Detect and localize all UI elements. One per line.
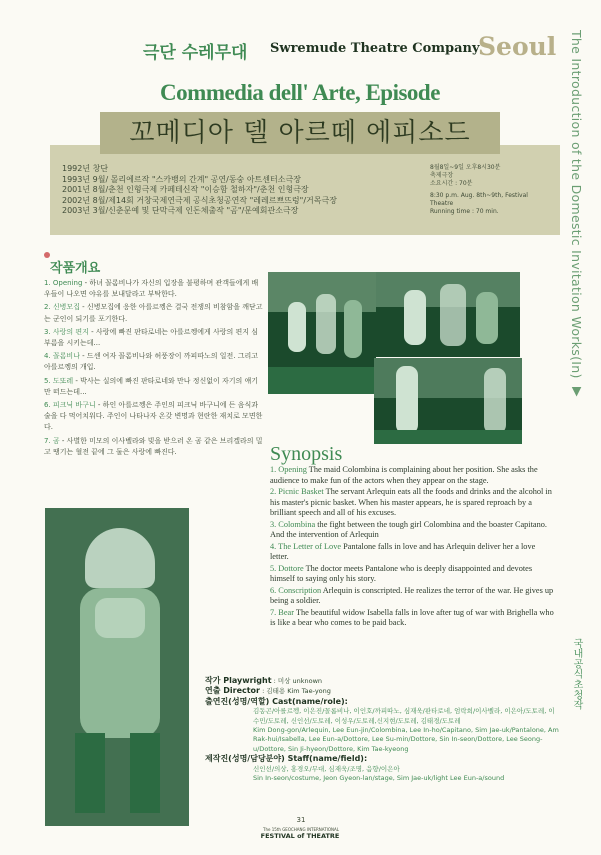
perf-line: 축제극장 xyxy=(430,172,454,179)
photo-masked-actor xyxy=(45,508,189,826)
list-item: 2. Picnic Basket The servant Arlequin eats all the foods and drinks and the alcohol in his master's picnic basket. When his master appears, he is spared reproach by a brilliant speech and all of his excuses. xyxy=(270,487,552,517)
list-item: 1. Opening The maid Colombina is complaining about her position. She asks the audience to make fun of the actors when they appear on the stage. xyxy=(270,465,538,485)
company-name-en: Swremude Theatre Company xyxy=(270,41,480,56)
festival-line-1: The 15th GEOCHANG INTERNATIONAL xyxy=(263,827,339,832)
city-name: Seoul xyxy=(478,32,557,61)
staff-ko: 신인선/의상, 홍경오/무대, 심재욱/조명, 음향/이은아 xyxy=(253,764,400,773)
ko-synopsis-list xyxy=(44,278,264,460)
list-item: 7. 곰 - 사별한 미모의 이사벨라와 빚을 받으러 온 곰 같은 브리겔라의 밀고 땡기는 혈전 끝에 그 둘은 사랑에 빠진다. xyxy=(44,436,263,456)
list-item: 3. 사랑의 편지 - 사랑에 빠진 판타로네는 아를르껭에게 사랑의 편지 심부름을 시키는데... xyxy=(44,327,259,348)
company-name-ko: 극단 수레무대 xyxy=(143,43,248,63)
list-item: 4. The Letter of Love Pantalone falls in love and has Arlequin deliver her a love letter. xyxy=(270,541,536,561)
credits xyxy=(205,676,560,783)
photo-group-scene xyxy=(376,272,520,357)
list-item: 6. 피크닉 바구니 - 하인 아를르껭은 주인의 피크닉 바구니에 든 음식과 술을 다 먹어치워다. 주인이 나타나자 온갖 변명과 현란한 재치로 모면한다. xyxy=(44,401,263,432)
title-ko: 꼬메디아 델 아르떼 에피소드 xyxy=(129,118,471,148)
history-line: 1992년 창단 xyxy=(62,164,109,173)
list-item: 7. Bear The beautiful widow Isabella falls in love after tug of war with Brighella who is like a bear who comes to be paid back. xyxy=(270,607,554,627)
perf-line: 8:30 p.m. Aug. 8th~9th, Festival xyxy=(430,192,528,199)
works-heading: 작품개요 xyxy=(50,261,101,276)
list-item: 3. Colombina the fight between the tough girl Colombina and the boaster Capitano. And the intervention of Arlequin xyxy=(270,519,547,539)
list-item: 5. 도또레 - 박사는 실의에 빠진 판타로네와 만나 정신없이 자기의 얘기만 떠드는데... xyxy=(44,376,259,396)
cast-line: 출연진(성명/역할) Cast(name/role): xyxy=(205,696,348,706)
perf-line: 소요시간 : 70분 xyxy=(430,180,473,187)
perf-line: 8월8일~9일 오후8시30분 xyxy=(430,164,501,171)
side-title-ko: 국내공식초청작 xyxy=(571,638,582,711)
list-item: 6. Conscription Arlequin is conscripted. He realizes the terror of the war. He gives up being a soldier. xyxy=(270,585,554,605)
cast-en: Kim Dong-gon/Arlequin, Lee Eun-jin/Colombina, Lee In-ho/Capitano, Sim Jae-uk/Pantalone, Am Rak-hui/Isabella, Lee Eun-a/Dottore, Lee Su-min/Dottore, Sin In-seon/Dottore, Lee Seong-u/Dottore, Sin Ji-hyeon/Dottore, Kim Tae-kyeong xyxy=(253,726,559,753)
list-item: 2. 신병모집 - 신병모집에 응한 아를르껭은 결국 전쟁의 비참함을 깨닫고는 군인이 되기를 포기한다. xyxy=(44,303,263,323)
synopsis-list xyxy=(270,465,555,630)
staff-en: Sin In-seon/costume, Jeon Gyeon-lan/stage, Sim Jae-uk/light Lee Eun-a/sound xyxy=(253,774,505,783)
performance-info xyxy=(430,164,530,216)
staff-line: 제작진(성명/담당분야) Staff(name/field): xyxy=(205,754,368,764)
director-line: 연출 Director : 김태용 Kim Tae-yong xyxy=(205,686,331,696)
photo-two-actors xyxy=(374,358,522,444)
festival-line-2: FESTIVAL of THEATRE xyxy=(260,832,340,840)
side-title xyxy=(567,30,593,711)
history-line: 1993년 9월/ 몰리에르작 "스카뱅의 간계" 공연/동숭 아트센터소극장 xyxy=(62,174,301,184)
perf-line: Running time : 70 min. xyxy=(430,208,499,215)
synopsis-heading: Synopsis xyxy=(270,443,343,465)
cast-ko: 김동곤/아를르껭, 이은진/꼴롬비나, 이인호/까피따노, 심재욱/판타로네, 엄락희/이사벨라, 이은아/도토레, 이수민/도토레, 신인선/도토레, 이성우/도토레,신지현/도토레, 김태경/도토레 xyxy=(253,707,555,725)
title-en: Commedia dell' Arte, Episode xyxy=(160,80,440,105)
playwright-line: 작가 Playwright : 미상 unknown xyxy=(205,676,323,685)
history-line: 2002년 8월/제14회 거창국제연극제 공식초청공연작 "레레르쁘뜨렁"/거목극장 xyxy=(62,195,337,205)
list-item: 4. 꼴롬비나 - 드센 여자 꼴롬비나와 허풍장이 까피따노의 일전. 그리고 아를르껭의 개입. xyxy=(44,352,259,372)
side-title-en: The Introduction of the Domestic Invitation Works(In) ▼ xyxy=(569,30,584,399)
company-history xyxy=(62,164,392,217)
list-item: 5. Dottore The doctor meets Pantalone who is deeply disappointed and devotes himself to saying only his story. xyxy=(270,563,533,583)
photo-performers-stage xyxy=(268,272,376,394)
perf-line: Theatre xyxy=(430,200,454,207)
history-line: 2001년 8월/춘천 인형극제 카페테신작 "이승함 철하자"/춘천 인형극장 xyxy=(62,185,309,194)
list-item: 1. Opening - 하녀 꼴롬비나가 자신의 입장을 불평하며 관객들에게 배우들이 나오면 야유를 보내달라고 부탁한다. xyxy=(44,279,259,299)
history-line: 2003년 3월/신춘문예 및 단막극제 인돈체출작 "곰"/문예회관소극장 xyxy=(62,206,299,215)
page-number: 31 xyxy=(296,816,306,824)
